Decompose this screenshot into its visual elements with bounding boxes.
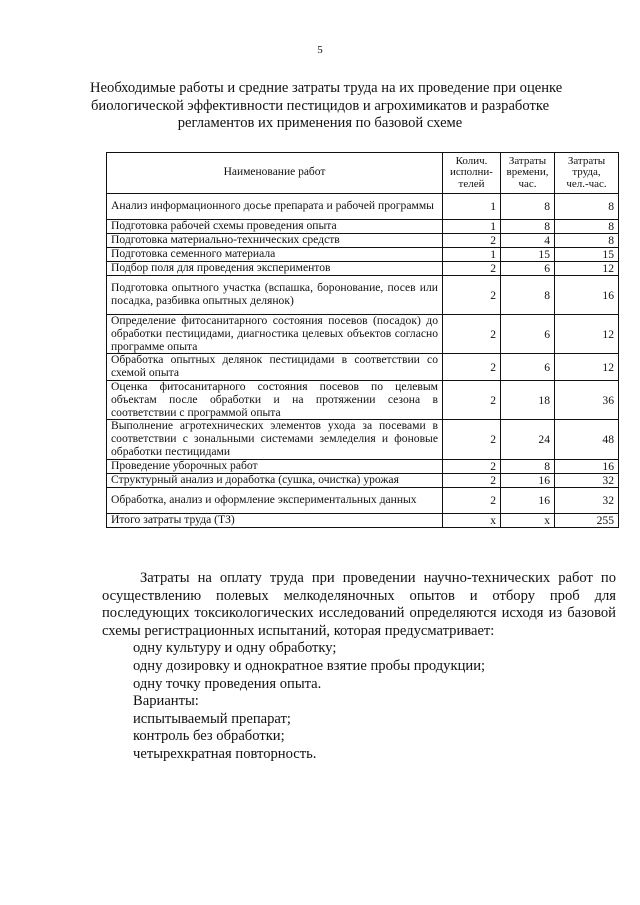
row-time: 8 [501, 276, 555, 315]
table-header-row [107, 153, 619, 194]
document-title [90, 80, 563, 133]
table-row [107, 194, 619, 220]
table-row [107, 220, 619, 234]
row-count: 2 [443, 459, 501, 473]
row-name: Обработка опытных делянок пестицидами в соответствии со схемой опыта [107, 354, 443, 381]
table-row [107, 315, 619, 354]
row-name: Подготовка семенного материала [107, 248, 443, 262]
row-name: Подготовка материально-технических средств [107, 234, 443, 248]
header-time-line: времени, [506, 166, 549, 179]
header-count-line: телей [458, 177, 485, 190]
header-labor [555, 153, 619, 194]
row-count: 2 [443, 487, 501, 513]
row-labor: 15 [555, 248, 619, 262]
body-paragraph: Затраты на оплату труда при проведении научно-технических работ по осуществлению полевых мелкоделяночных опытов и отбору проб для последующих токсикологических исследований определяются исходя из базовой схемы регистрационных испытаний, которая предусматривает: [102, 570, 616, 639]
total-labor: 255 [555, 513, 619, 527]
table-row [107, 262, 619, 276]
table-row [107, 276, 619, 315]
row-time: 8 [501, 194, 555, 220]
header-time [501, 153, 555, 194]
title-line: биологической эффективности пестицидов и агрохимикатов и разработке [90, 97, 550, 114]
list-item: контроль без обработки; [133, 728, 285, 745]
row-count: 2 [443, 380, 501, 419]
row-labor: 36 [555, 380, 619, 419]
header-labor-line: чел.-час. [566, 177, 607, 190]
row-time: 6 [501, 262, 555, 276]
row-count: 2 [443, 420, 501, 459]
row-count: 2 [443, 354, 501, 381]
row-time: 6 [501, 354, 555, 381]
row-name: Подбор поля для проведения экспериментов [107, 262, 443, 276]
row-count: 1 [443, 220, 501, 234]
table-row [107, 248, 619, 262]
row-labor: 12 [555, 315, 619, 354]
table-row [107, 459, 619, 473]
header-count-line: исполни- [450, 166, 493, 179]
scheme-list [102, 640, 616, 763]
table-row [107, 380, 619, 419]
row-count: 2 [443, 234, 501, 248]
total-count: x [443, 513, 501, 527]
header-count-line: Колич. [455, 154, 488, 167]
list-item: одну точку проведения опыта. [133, 675, 322, 692]
list-item: одну дозировку и однократное взятие пробы продукции; [133, 657, 486, 674]
row-name: Анализ информационного досье препарата и рабочей программы [107, 194, 443, 220]
row-labor: 8 [555, 220, 619, 234]
row-name: Обработка, анализ и оформление экспериментальных данных [107, 487, 443, 513]
header-time-line: час. [518, 177, 537, 190]
table-row [107, 473, 619, 487]
row-time: 15 [501, 248, 555, 262]
row-time: 24 [501, 420, 555, 459]
row-labor: 12 [555, 262, 619, 276]
header-count [443, 153, 501, 194]
row-labor: 48 [555, 420, 619, 459]
row-labor: 16 [555, 276, 619, 315]
row-name: Оценка фитосанитарного состояния посевов по целевым объектам после обработки и на протяжении сезона в соответствии с программой опыта [107, 380, 443, 419]
total-time: x [501, 513, 555, 527]
title-line: Необходимые работы и средние затраты труда на их проведение при оценке [90, 80, 563, 96]
header-labor-line: труда, [572, 166, 601, 179]
row-time: 8 [501, 459, 555, 473]
table-total-row [107, 513, 619, 527]
row-labor: 8 [555, 234, 619, 248]
row-count: 2 [443, 315, 501, 354]
row-labor: 32 [555, 487, 619, 513]
list-item: Варианты: [133, 693, 199, 710]
row-time: 16 [501, 473, 555, 487]
list-item: одну культуру и одну обработку; [133, 640, 337, 657]
row-time: 16 [501, 487, 555, 513]
row-count: 2 [443, 262, 501, 276]
list-item: четырехкратная повторность. [133, 745, 317, 762]
row-labor: 12 [555, 354, 619, 381]
row-labor: 8 [555, 194, 619, 220]
table-row [107, 354, 619, 381]
row-count: 2 [443, 276, 501, 315]
row-labor: 16 [555, 459, 619, 473]
row-name: Подготовка опытного участка (вспашка, боронование, посев или посадка, разбивка опытных делянок) [107, 276, 443, 315]
table-row [107, 234, 619, 248]
row-labor: 32 [555, 473, 619, 487]
header-name: Наименование работ [107, 153, 443, 194]
works-table [106, 152, 619, 528]
row-name: Определение фитосанитарного состояния посевов (посадок) до обработки пестицидами, диагностика целевых объектов согласно программе опыта [107, 315, 443, 354]
header-time-line: Затраты [508, 154, 547, 167]
row-name: Выполнение агротехнических элементов ухода за посевами в соответствии с зональными системами земледелия и фоновые обработки пестицидами [107, 420, 443, 459]
table-row [107, 420, 619, 459]
title-line: регламентов их применения по базовой схеме [177, 115, 463, 132]
list-item: испытываемый препарат; [133, 710, 291, 727]
total-name: Итого затраты труда (ТЗ) [107, 513, 443, 527]
table-row [107, 487, 619, 513]
row-name: Структурный анализ и доработка (сушка, очистка) урожая [107, 473, 443, 487]
row-time: 4 [501, 234, 555, 248]
row-count: 1 [443, 194, 501, 220]
page-number: 5 [317, 44, 323, 56]
row-name: Проведение уборочных работ [107, 459, 443, 473]
row-time: 6 [501, 315, 555, 354]
row-time: 18 [501, 380, 555, 419]
body-text [102, 570, 616, 764]
row-name: Подготовка рабочей схемы проведения опыта [107, 220, 443, 234]
header-labor-line: Затраты [567, 154, 606, 167]
row-count: 2 [443, 473, 501, 487]
row-count: 1 [443, 248, 501, 262]
row-time: 8 [501, 220, 555, 234]
